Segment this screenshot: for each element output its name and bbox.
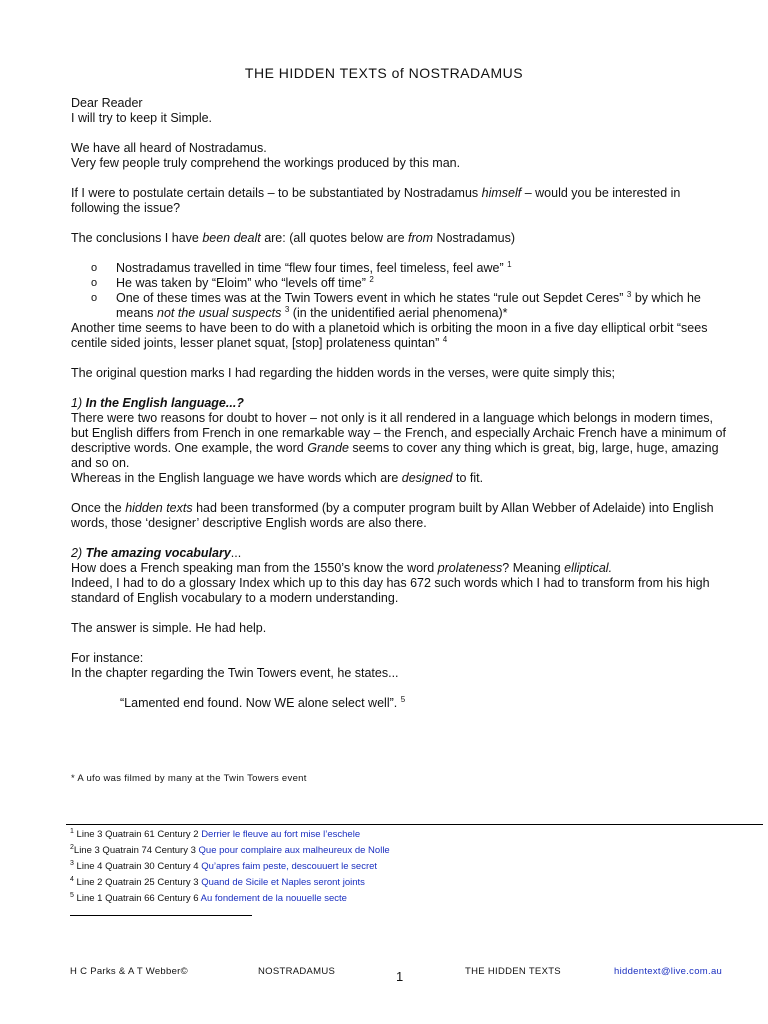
- bullet-marker: o: [91, 262, 98, 274]
- another-paragraph: Another time seems to have been to do with a planetoid which is orbiting the moon in a five day elliptical orbit “sees centile sided joints, lesser planet squat, [stop] prolateness quintan” $^4$: [71, 321, 708, 350]
- section-1-transform: Once the hidden texts had been transformed (by a computer program built by Allan Webber of Adelaide) into English words, those ‘designer’ descriptive English words are also there.: [71, 501, 714, 530]
- section-2-heading: 2) The amazing vocabulary...: [71, 546, 242, 560]
- footnote-quote: Que pour complaire aux malheureux de Nolle: [198, 845, 390, 856]
- greeting: Dear Reader: [71, 96, 143, 110]
- footer-subtitle: THE HIDDEN TEXTS: [465, 966, 561, 977]
- list-item: o Nostradamus travelled in time “flew four times, feel timeless, feel awe” $^1$: [91, 259, 512, 275]
- instance-line: For instance:: [71, 651, 144, 665]
- footnote-quote: Derrier le fleuve au fort mise l’eschele: [201, 829, 361, 840]
- footer-name: NOSTRADAMUS: [258, 966, 336, 977]
- answer-line: The answer is simple. He had help.: [71, 621, 267, 635]
- bullet-marker: o: [91, 277, 98, 289]
- conclusions-line: The conclusions I have been dealt are: (all quotes below are from Nostradamus): [71, 231, 516, 245]
- footnote-divider: [66, 824, 763, 825]
- chapter-line: In the chapter regarding the Twin Towers event, he states...: [71, 666, 399, 680]
- footnote-quote: Quand de Sicile et Naples seront joints: [201, 877, 365, 888]
- footnote-item: $^2$Line 3 Quatrain 74 Century 3 Que pour complaire aux malheureux de Nolle: [70, 843, 390, 856]
- footnote-item: $^5$ Line 1 Quatrain 66 Century 6 Au fondement de la nouuelle secte: [70, 891, 347, 904]
- footnote-item: $^3$ Line 4 Quatrain 30 Century 4 Qu’apres faim peste, descouuert le secret: [70, 859, 378, 872]
- footnote-quote: Au fondement de la nouuelle secte: [200, 893, 347, 904]
- page-number: 1: [396, 969, 404, 984]
- document-body: [71, 96, 731, 786]
- footnotes: [70, 827, 710, 907]
- section-1-whereas: Whereas in the English language we have words which are designed to fit.: [71, 471, 484, 485]
- footnote-quote: Qu’apres faim peste, descouuert le secret: [201, 861, 378, 872]
- footnote-end-rule: [70, 915, 252, 916]
- footer-email-link[interactable]: hiddentext@live.com.au: [614, 966, 723, 977]
- quote-line: “Lamented end found. Now WE alone select well”. $^5$: [120, 694, 406, 710]
- bullet-marker: o: [91, 292, 98, 304]
- footer-authors: H C Parks & A T Webber©: [70, 966, 188, 977]
- heard-line: We have all heard of Nostradamus.: [71, 141, 267, 155]
- list-item: o One of these times was at the Twin Towers event in which he states “rule out Sepdet Ceres” $^3$ by which he means not the usual suspects $^3$ (in the unidentified aerial phenomena)*: [91, 289, 701, 320]
- few-line: Very few people truly comprehend the workings produced by this man.: [71, 156, 461, 170]
- section-2-glossary: Indeed, I had to do a glossary Index which up to this day has 672 such words which I had to transform from his high standard of English vocabulary to a modern understanding.: [71, 576, 710, 605]
- conclusions-list: [71, 261, 731, 321]
- star-footnote: * A ufo was filmed by many at the Twin Towers event: [71, 773, 307, 784]
- page-title: THE HIDDEN TEXTS of NOSTRADAMUS: [244, 65, 524, 81]
- footnote-item: $^4$ Line 2 Quatrain 25 Century 3 Quand de Sicile et Naples seront joints: [70, 875, 365, 888]
- postulate-paragraph: If I were to postulate certain details – to be substantiated by Nostradamus himself – would you be interested in following the issue?: [71, 186, 681, 215]
- section-1-heading: 1) In the English language...?: [71, 396, 244, 410]
- section-2-paragraph: How does a French speaking man from the 1550’s know the word prolateness? Meaning elliptical.: [71, 561, 613, 575]
- list-item: o He was taken by “Eloim” who “levels off time” $^2$: [91, 274, 374, 290]
- intro-line: I will try to keep it Simple.: [71, 111, 213, 125]
- section-1-paragraph: There were two reasons for doubt to hover – not only is it all rendered in a language which belongs in modern times, but English differs from French in one remarkable way – the French, and especially Archaic French have a minimum of descriptive words. One example, the word Grande seems to cover any thing which is great, big, large, huge, amazing and so on.: [71, 411, 726, 470]
- original-line: The original question marks I had regarding the hidden words in the verses, were quite simply this;: [71, 366, 616, 380]
- footnote-item: $^1$ Line 3 Quatrain 61 Century 2 Derrier le fleuve au fort mise l’eschele: [70, 827, 361, 840]
